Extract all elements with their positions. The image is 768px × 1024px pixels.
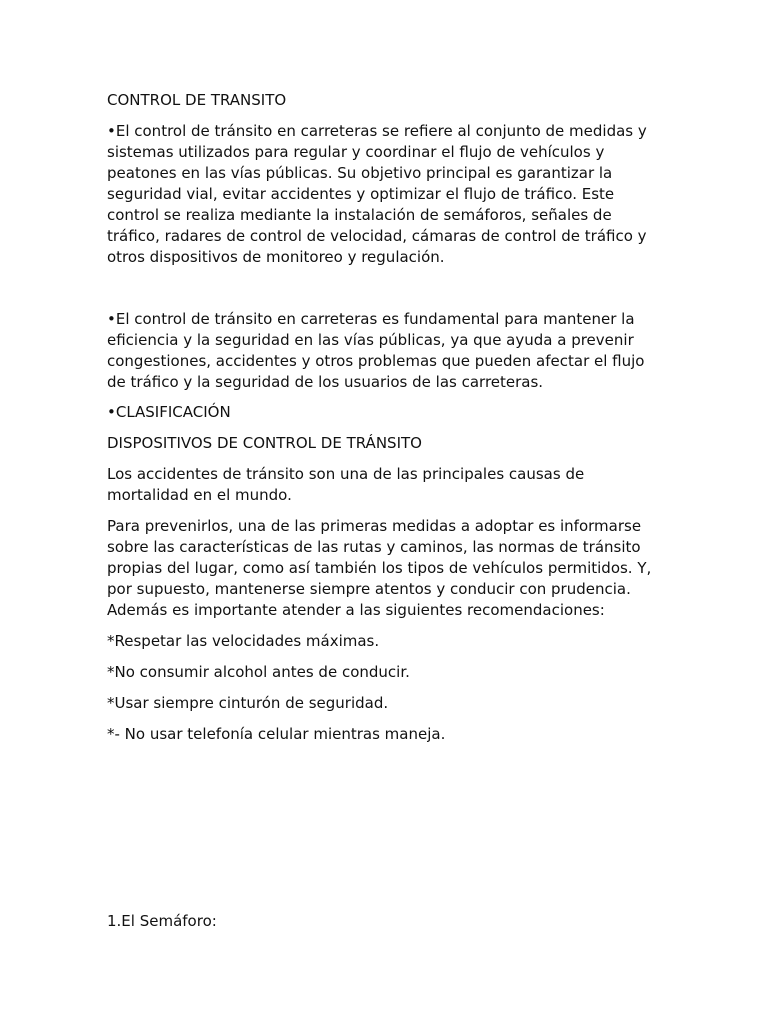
paragraph-importance: •El control de tránsito en carreteras es fundamental para mantener la eficiencia y la seguridad en las vías públicas, ya que ayuda a prevenir congestiones, accidentes y otros problemas que pueden afectar el flujo de tráfico y la seguridad de los usuarios de las carreteras.: [107, 310, 645, 391]
recommendation-item: *Respetar las velocidades máximas.: [107, 632, 380, 650]
section-heading-dispositivos: DISPOSITIVOS DE CONTROL DE TRÁNSITO: [107, 434, 422, 452]
recommendation-item: *- No usar telefonía celular mientras maneja.: [107, 725, 446, 743]
paragraph-definition: •El control de tránsito en carreteras se refiere al conjunto de medidas y sistemas utilizados para regular y coordinar el flujo de vehículos y peatones en las vías públicas. Su objetivo principal es garantizar la seguridad vial, evitar accidentes y optimizar el flujo de tráfico. Este control se realiza mediante la instalación de semáforos, señales de tráfico, radares de control de velocidad, cámaras de control de tráfico y otros dispositivos de monitoreo y regulación.: [107, 122, 647, 266]
paragraph-prevencion: Para prevenirlos, una de las primeras medidas a adoptar es informarse sobre las características de las rutas y caminos, las normas de tránsito propias del lugar, como así también los tipos de vehículos permitidos. Y, por supuesto, mantenerse siempre atentos y conducir con prudencia. Además es importante atender a las siguientes recomendaciones:: [107, 517, 652, 619]
paragraph-accidentes: Los accidentes de tránsito son una de las principales causas de mortalidad en el mundo.: [107, 465, 585, 504]
recommendation-item: *No consumir alcohol antes de conducir.: [107, 663, 410, 681]
recommendation-item: *Usar siempre cinturón de seguridad.: [107, 694, 389, 712]
section-heading-semaforo: 1.El Semáforo:: [107, 912, 217, 930]
section-heading-clasificacion: •CLASIFICACIÓN: [107, 403, 231, 421]
document-title: CONTROL DE TRANSITO: [107, 91, 287, 109]
